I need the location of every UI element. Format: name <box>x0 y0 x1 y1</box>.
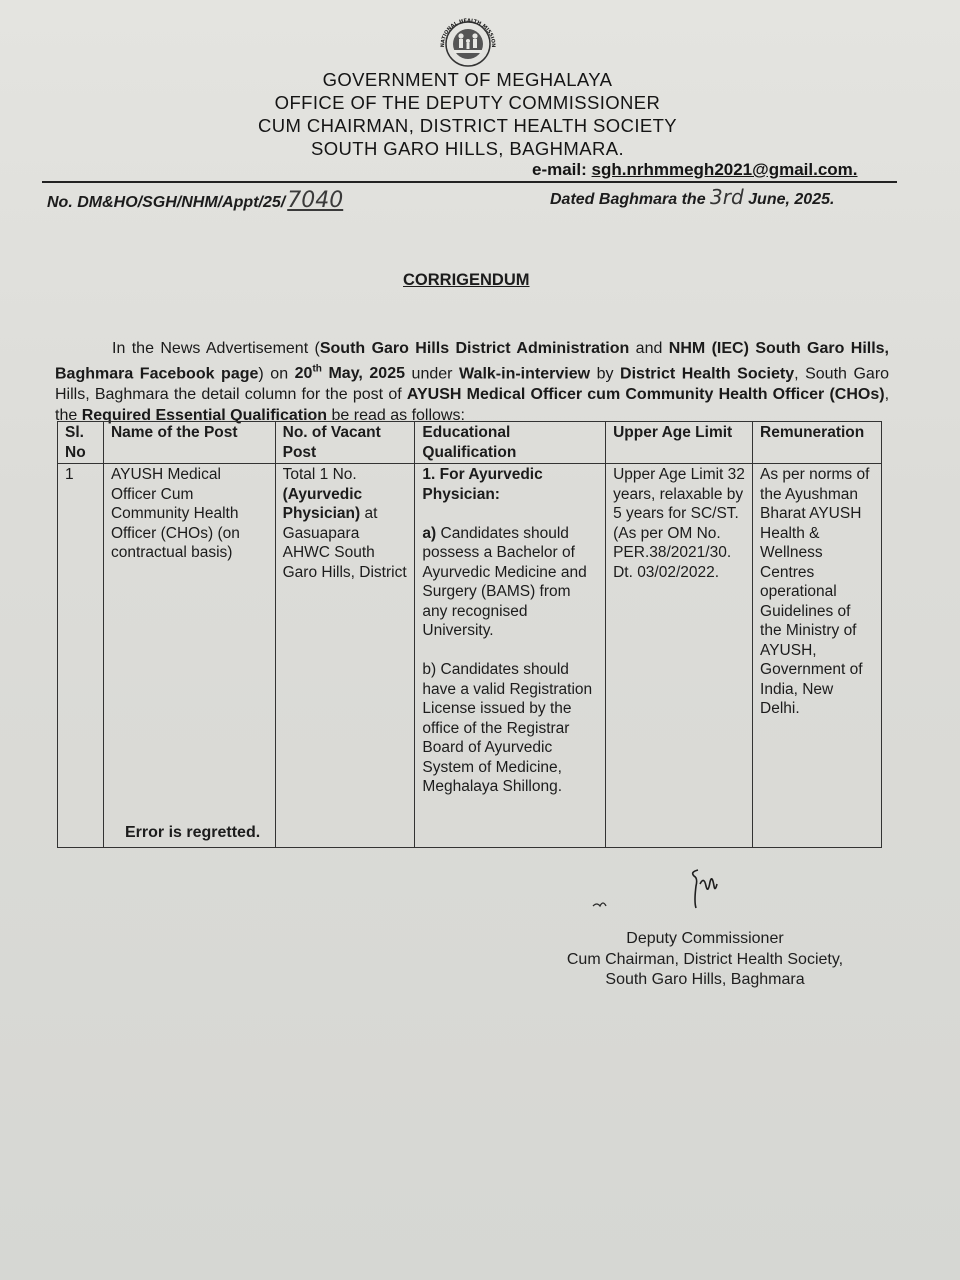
cell-age-limit: Upper Age Limit 32 years, relaxable by 5 years for SC/ST. (As per OM No. PER.38/2021/30. Dt. 03/02/2022. <box>606 464 753 848</box>
header-post-name: Name of the Post <box>103 422 275 464</box>
signatory-title: Deputy Commissioner <box>626 930 784 947</box>
header-qualification: Educational Qualification <box>415 422 606 464</box>
handwritten-date-day: 3rd <box>710 185 744 209</box>
table-header-row <box>58 422 882 464</box>
header-remuneration: Remuneration <box>753 422 882 464</box>
header-age-limit: Upper Age Limit <box>606 422 753 464</box>
signatory-location: South Garo Hills, Baghmara <box>605 971 805 988</box>
document-title: CORRIGENDUM <box>403 271 530 289</box>
email-label: e-mail: <box>532 160 587 179</box>
signatory-block <box>560 929 850 991</box>
header-email <box>532 160 858 180</box>
table-row <box>58 464 882 848</box>
handwritten-reference-number: 7040 <box>287 188 344 213</box>
signatory-role: Cum Chairman, District Health Society, <box>566 950 844 968</box>
header-office: OFFICE OF THE DEPUTY COMMISSIONER <box>274 92 661 113</box>
cell-vacant-post: Total 1 No. (Ayurvedic Physician) at Gasuapara AHWC South Garo Hills, District <box>275 464 415 848</box>
reference-date <box>550 185 834 209</box>
email-address[interactable]: sgh.nrhmmegh2021@gmail.com. <box>591 160 858 179</box>
header-chairman: CUM CHAIRMAN, DISTRICT HEALTH SOCIETY <box>257 115 678 136</box>
reference-prefix: No. DM&HO/SGH/NHM/Appt/25/ <box>47 194 286 211</box>
reference-number <box>47 188 343 213</box>
corrigendum-paragraph: In the News Advertisement (South Garo Hills District Administration and NHM (IEC) South Garo Hills, Baghmara Facebook page) on 20th May, 2025 under Walk-in-interview by District Health Society, South Garo Hills, Baghmara the detail column for the post of AYUSH Medical Officer cum Community Health Officer (CHOs), the Required Essential Qualification be read as follows: <box>55 340 890 425</box>
header-sl-no: Sl. No <box>58 422 104 464</box>
date-suffix: June, 2025. <box>748 191 835 208</box>
emblem-text: NATIONAL HEALTH MISSION <box>439 17 497 48</box>
header-government: GOVERNMENT OF MEGHALAYA <box>322 69 613 90</box>
header-divider <box>42 181 897 183</box>
qualification-table <box>57 421 882 848</box>
handwritten-signature-icon <box>590 862 750 922</box>
header-location: SOUTH GARO HILLS, BAGHMARA. <box>310 138 625 159</box>
regret-note: Error is regretted. <box>125 824 261 841</box>
cell-post-name: AYUSH Medical Officer Cum Community Health Officer (CHOs) (on contractual basis) <box>103 464 275 848</box>
national-health-mission-emblem-icon <box>436 14 500 68</box>
date-prefix: Dated Baghmara the <box>550 191 706 208</box>
cell-remuneration: As per norms of the Ayushman Bharat AYUSH Health & Wellness Centres operational Guidelines of the Ministry of AYUSH, Government of India, New Delhi. <box>753 464 882 848</box>
cell-sl-no: 1 <box>58 464 104 848</box>
cell-qualification: 1. For Ayurvedic Physician: a) Candidates should possess a Bachelor of Ayurvedic Medicine and Surgery (BAMS) from any recognised University. b) Candidates should have a valid Registration License issued by the office of the Registrar Board of Ayurvedic System of Medicine, Meghalaya Shillong. <box>415 464 606 848</box>
header-vacant-post: No. of Vacant Post <box>275 422 415 464</box>
